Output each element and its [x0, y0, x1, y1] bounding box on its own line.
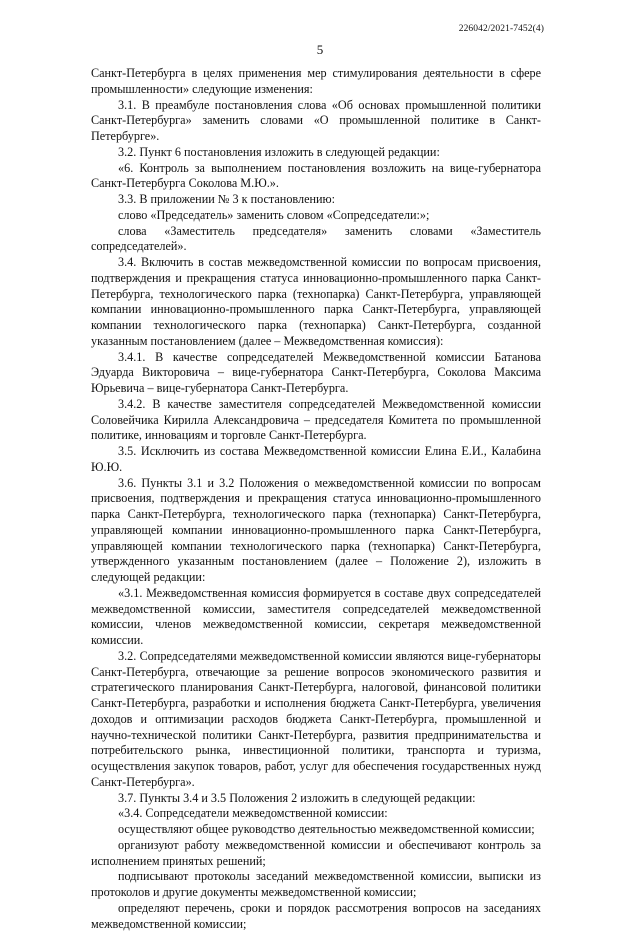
- paragraph-quoted-3-4: «3.4. Сопредседатели межведомственной комиссии:: [118, 806, 388, 821]
- paragraph-3-3-item-2: слова «Заместитель председателя» заменить словами «Заместитель сопредседателей».: [91, 223, 541, 254]
- paragraph-quoted-3-2: 3.2. Сопредседателями межведомственной комиссии являются вице-губернаторы Санкт-Петербурга, отвечающие за решение вопросов экономического развития и стратегического планирования Санкт-Петербурга, налоговой, финансовой политики Санкт-Петербурга, разработки и исполнения бюджета Санкт-Петербурга, увеличения доходов и оптимизации расходов бюджета Санкт-Петербурга, промышленной и научно-технической политики Санкт-Петербурга, развития предпринимательства и потребительского рынка, инвестиционной политики, транспорта и туризма, осуществления закупок товаров, работ, услуг для обеспечения государственных нужд Санкт-Петербурга».: [91, 648, 541, 789]
- paragraph-3-2-text: «6. Контроль за выполнением постановления возложить на вице-губернатора Санкт-Петербурга Соколова М.Ю.».: [91, 160, 541, 191]
- paragraph-3-2: 3.2. Пункт 6 постановления изложить в следующей редакции:: [118, 144, 440, 159]
- document-registration-number: 226042/2021-7452(4): [458, 24, 544, 34]
- paragraph-3-3-item-1: слово «Председатель» заменить словом «Сопредседатели:»;: [118, 207, 430, 222]
- paragraph-quoted-3-4-item-1: осуществляют общее руководство деятельностью межведомственной комиссии;: [118, 822, 535, 836]
- paragraph-3-6: 3.6. Пункты 3.1 и 3.2 Положения о межведомственной комиссии по вопросам присвоения, подтверждения и прекращения статуса инновационно-промышленного парка Санкт-Петербурга, технологического парка (технопарка) Санкт-Петербурга, управляющей компании инновационно-промышленного парка Санкт-Петербурга, управляющей компании технологического парка (технопарка) Санкт-Петербурга, утвержденного указанным постановлением (далее – Положение 2), изложить в следующей редакции:: [91, 475, 541, 584]
- document-body: [91, 66, 541, 932]
- paragraph-3-4: 3.4. Включить в состав межведомственной комиссии по вопросам присвоения, подтверждения и прекращения статуса инновационно-промышленного парка Санкт-Петербурга, технологического парка (технопарка) Санкт-Петербурга, управляющей компании инновационно-промышленного парка Санкт-Петербурга, управляющей компании технологического парка (технопарка) Санкт-Петербурга, созданной указанным постановлением (далее – Межведомственная комиссия):: [91, 255, 541, 348]
- paragraph-quoted-3-4-item-2: организуют работу межведомственной комиссии и обеспечивают контроль за исполнением принятых решений;: [91, 837, 541, 868]
- paragraph-3-5: 3.5. Исключить из состава Межведомственной комиссии Елина Е.И., Калабина Ю.Ю.: [91, 444, 541, 474]
- paragraph-3-1: 3.1. В преамбуле постановления слова «Об основах промышленной политики Санкт-Петербурга» заменить словами «О промышленной политике в Санкт-Петербурге».: [91, 97, 541, 143]
- page-number: 5: [316, 42, 324, 57]
- paragraph-3-4-1: 3.4.1. В качестве сопредседателей Межведомственной комиссии Батанова Эдуарда Викторовича – вице-губернатора Санкт-Петербурга, Соколова Максима Юрьевича – вице-губернатора Санкт-Петербурга.: [91, 349, 541, 395]
- paragraph-quoted-3-1: «3.1. Межведомственная комиссия формируется в составе двух сопредседателей межведомственной комиссии, заместителя сопредседателей межведомственной комиссии, членов межведомственной комиссии, секретаря межведомственной комиссии.: [91, 585, 541, 647]
- paragraph-quoted-3-4-item-4: определяют перечень, сроки и порядок рассмотрения вопросов на заседаниях межведомственной комиссии;: [91, 900, 541, 931]
- paragraph-continuation: Санкт-Петербурга в целях применения мер стимулирования деятельности в сфере промышленности» следующие изменения:: [91, 66, 541, 96]
- paragraph-quoted-3-4-item-3: подписывают протоколы заседаний межведомственной комиссии, выписки из протоколов и другие документы межведомственной комиссии;: [91, 869, 541, 899]
- paragraph-3-7: 3.7. Пункты 3.4 и 3.5 Положения 2 изложить в следующей редакции:: [118, 790, 476, 805]
- paragraph-3-3: 3.3. В приложении № 3 к постановлению:: [118, 192, 336, 206]
- paragraph-3-4-2: 3.4.2. В качестве заместителя сопредседателей Межведомственной комиссии Соловейчика Кирилла Александровича – председателя Комитета по промышленной политике, инновациям и торговле Санкт-Петербурга.: [91, 396, 541, 443]
